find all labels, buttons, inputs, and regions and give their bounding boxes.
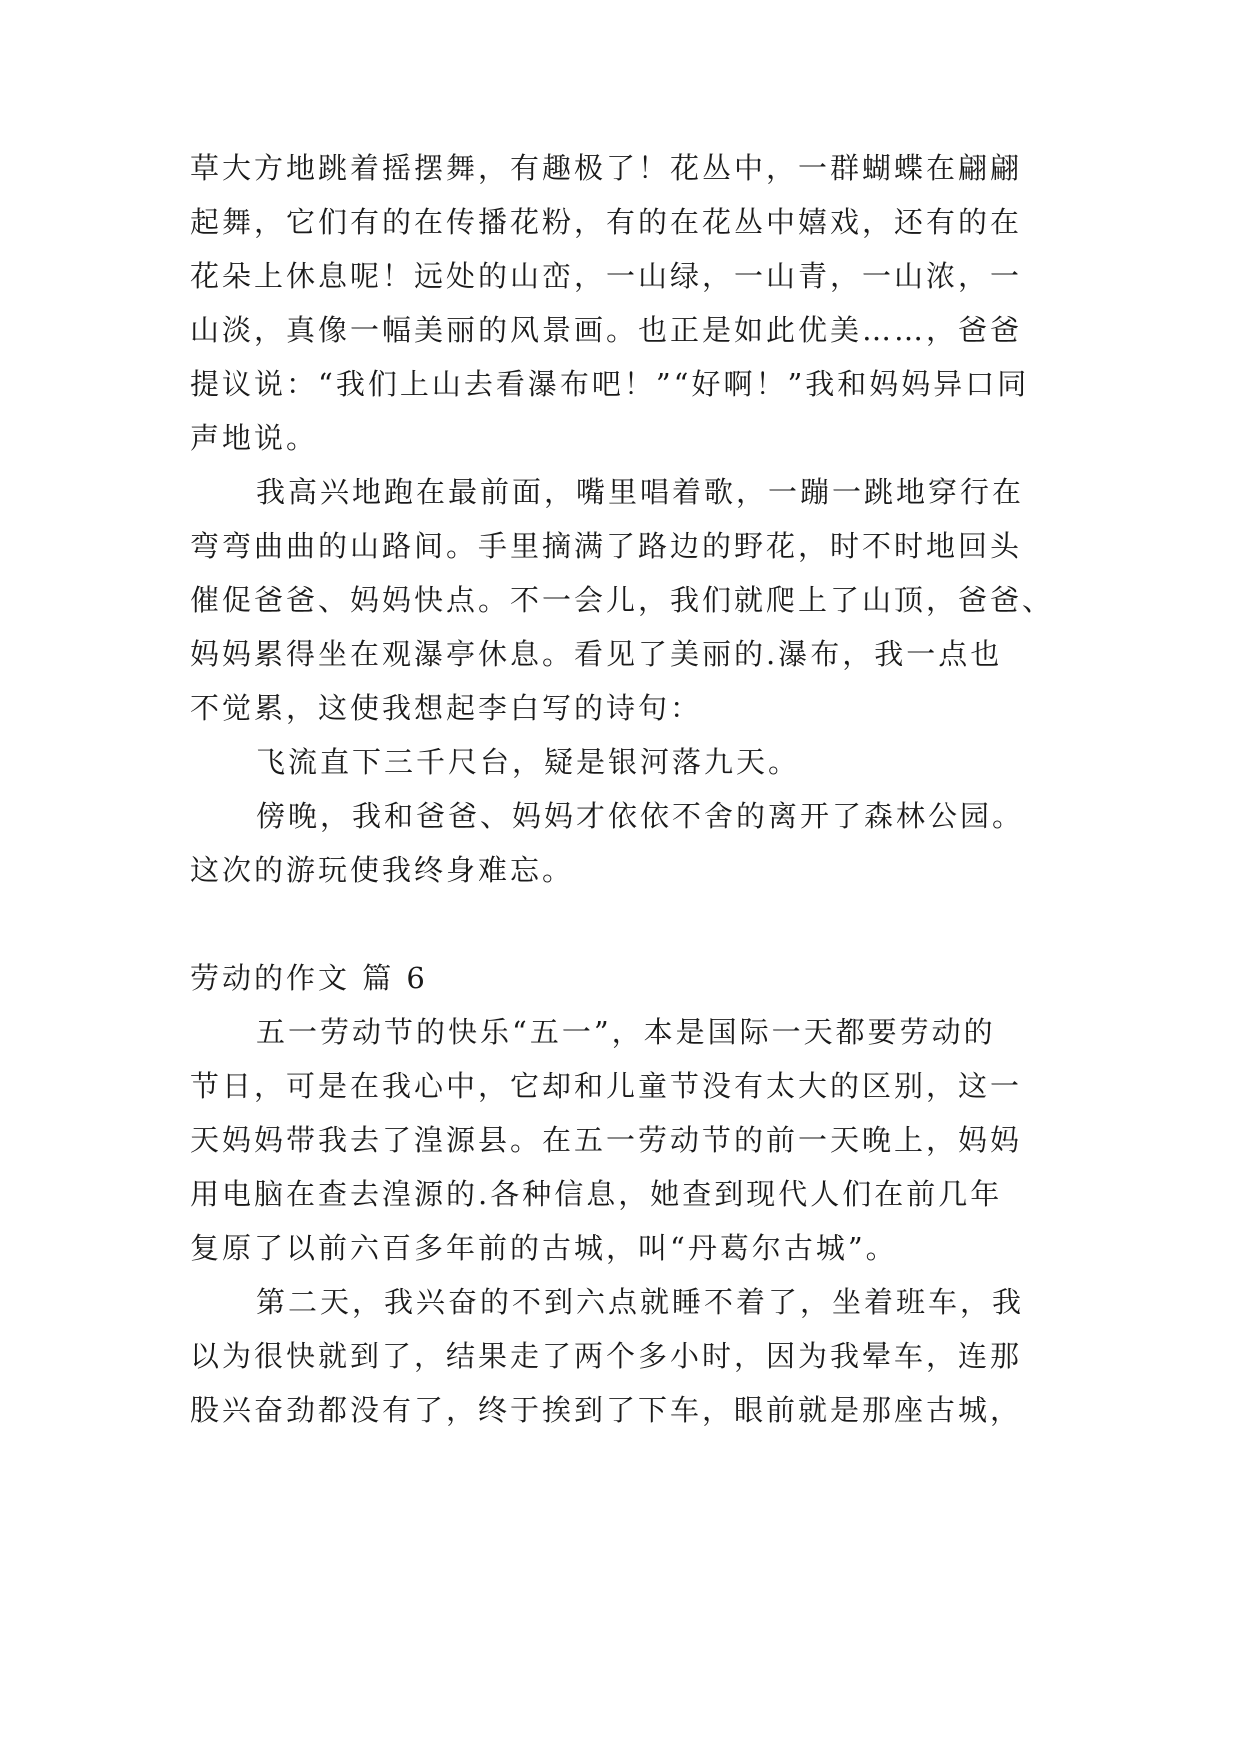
text-line: 股兴奋劲都没有了，终于挨到了下车，眼前就是那座古城， <box>190 1393 1023 1427</box>
text-line: 以为很快就到了，结果走了两个多小时，因为我晕车，连那 <box>190 1339 1023 1373</box>
text-line: 催促爸爸、妈妈快点。不一会儿，我们就爬上了山顶，爸爸、 <box>190 583 1055 617</box>
poem-line: 飞流直下三千尺台，疑是银河落九天。 <box>256 745 801 779</box>
text-line: 声地说。 <box>190 421 319 455</box>
text-line: 这次的游玩使我终身难忘。 <box>190 853 575 887</box>
text-line: 提议说：“我们上山去看瀑布吧！”“好啊！”我和妈妈异口同 <box>190 367 1030 401</box>
text-line: 不觉累，这使我想起李白写的诗句： <box>190 691 703 725</box>
text-line: 天妈妈带我去了湟源县。在五一劳动节的前一天晚上，妈妈 <box>190 1123 1023 1157</box>
text-line: 山淡，真像一幅美丽的风景画。也正是如此优美……，爸爸 <box>190 313 1023 347</box>
text-line: 草大方地跳着摇摆舞，有趣极了！花丛中，一群蝴蝶在翩翩 <box>190 151 1023 185</box>
paragraph-first-line: 第二天，我兴奋的不到六点就睡不着了，坐着班车，我 <box>256 1285 1025 1319</box>
text-line: 弯弯曲曲的山路间。手里摘满了路边的野花，时不时地回头 <box>190 529 1023 563</box>
text-line: 复原了以前六百多年前的古城，叫“丹葛尔古城”。 <box>190 1231 898 1265</box>
section-heading: 劳动的作文 篇 6 <box>190 961 428 995</box>
paragraph-first-line: 我高兴地跑在最前面，嘴里唱着歌，一蹦一跳地穿行在 <box>256 475 1025 509</box>
paragraph-first-line: 傍晚，我和爸爸、妈妈才依依不舍的离开了森林公园。 <box>256 799 1025 833</box>
text-line: 花朵上休息呢！远处的山峦，一山绿，一山青，一山浓，一 <box>190 259 1023 293</box>
text-line: 起舞，它们有的在传播花粉，有的在花丛中嬉戏，还有的在 <box>190 205 1023 239</box>
text-line: 节日，可是在我心中，它却和儿童节没有太大的区别，这一 <box>190 1069 1023 1103</box>
text-line: 妈妈累得坐在观瀑亭休息。看见了美丽的.瀑布，我一点也 <box>190 637 1003 671</box>
text-line: 用电脑在查去湟源的.各种信息，她查到现代人们在前几年 <box>190 1177 1003 1211</box>
paragraph-first-line: 五一劳动节的快乐“五一”，本是国际一天都要劳动的 <box>256 1015 996 1049</box>
